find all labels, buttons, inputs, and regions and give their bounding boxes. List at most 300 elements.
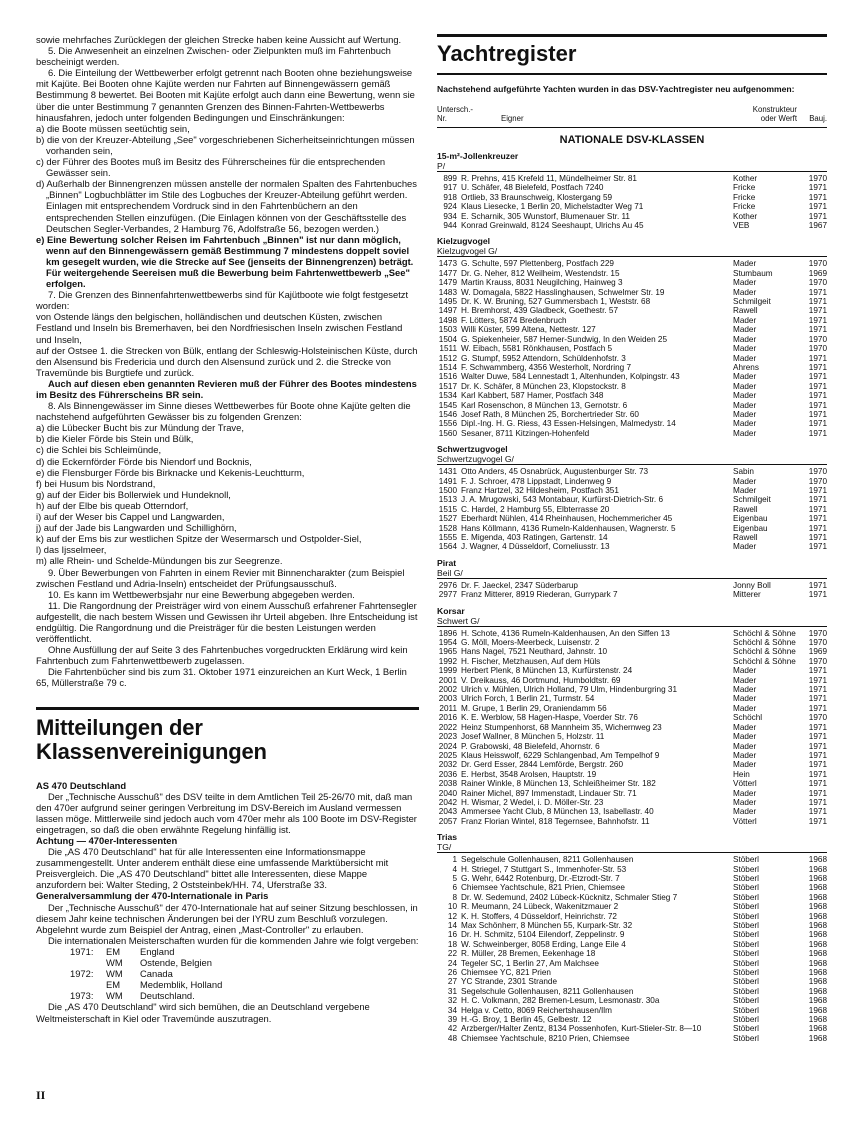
sail-number: 2002 — [438, 685, 457, 695]
rule-paragraph: m) alle Rhein- und Schelde-Mündungen bis zur Seegrenze. — [36, 555, 283, 567]
champ-place: Deutschland. — [140, 990, 195, 1002]
register-row — [437, 865, 827, 874]
rule-paragraph: 5. Die Anwesenheit an einzelnen Zwischen- oder Zielpunkten muß im Fahrtenbuch bescheinigt werden. — [36, 45, 391, 68]
register-row — [437, 789, 827, 798]
build-year: 1971 — [808, 428, 827, 438]
register-row — [437, 987, 827, 996]
owner: W. Schweinberger, 8058 Erding, Lange Eile 4 — [461, 939, 626, 949]
owner: W. Domagala, 5822 Hasslinghausen, Schwelmer Str. 19 — [461, 287, 665, 297]
owner: E. Herbst, 3548 Arolsen, Hauptstr. 19 — [461, 769, 597, 779]
owner: C. Hardel, 2 Hamburg 55, Elbterrasse 20 — [461, 504, 610, 514]
owner: H.-G. Broy, 1 Berlin 45, Gelbestr. 12 — [461, 1015, 592, 1025]
owner: Josef Rath, 8 München 25, Borchertrieder Str. 60 — [461, 409, 639, 419]
sail-number: 1545 — [438, 400, 457, 410]
owner: F. Schwammberg, 4356 Westerholt, Nordring 7 — [461, 362, 632, 372]
register-row — [437, 874, 827, 883]
sail-number: 16 — [447, 930, 457, 940]
build-year: 1971 — [808, 703, 827, 713]
sail-number: 2040 — [438, 788, 457, 798]
register-row — [437, 1015, 827, 1024]
build-year: 1971 — [808, 694, 827, 704]
sail-number: 2024 — [438, 741, 457, 751]
register-row — [437, 288, 827, 297]
sail-number: 31 — [447, 986, 457, 996]
boat-class — [437, 606, 827, 827]
builder: Mader — [733, 732, 757, 742]
builder: Schöchl & Söhne — [733, 628, 796, 638]
sail-number: 1965 — [438, 647, 457, 657]
champ-type: EM — [106, 945, 121, 957]
class-list — [437, 151, 827, 1043]
sail-number: 899 — [443, 174, 457, 183]
class-name: 15-m²-Jollenkreuzer — [437, 151, 519, 161]
class-sail-mark: Schwertzugvogel G/ — [437, 454, 827, 465]
register-row — [437, 940, 827, 949]
owner: Dr. F. Jaeckel, 2347 Süderbarup — [461, 580, 578, 590]
builder: Stöberl — [733, 939, 759, 949]
champ-year — [70, 979, 106, 990]
sail-number: 1514 — [438, 362, 457, 372]
register-row — [437, 467, 827, 476]
sail-number: 934 — [443, 211, 457, 221]
right-column — [437, 34, 827, 1114]
owner: Dr. K. Schäfer, 8 München 23, Klopstockstr. 8 — [461, 381, 626, 391]
register-row — [437, 968, 827, 977]
owner: E. Migenda, 403 Ratingen, Gartenstr. 14 — [461, 533, 608, 542]
sail-number: 1528 — [438, 523, 457, 533]
register-row — [437, 798, 827, 807]
build-year: 1971 — [808, 750, 827, 760]
build-year: 1968 — [808, 883, 827, 893]
build-year: 1971 — [808, 741, 827, 751]
closing-paragraph: Die „AS 470 Deutschland" wird sich bemühen, die an Deutschland vergebene Weltmeisterschaft in Kiel oder Travemünde auszutragen. — [36, 1001, 370, 1024]
rule-paragraph: auf der Ostsee 1. die Strecken von Bülk, entlang der Schleswig-Holsteinischen Küste, durch den Alsensund bis Fredericia und durch den Alsensund zurück und 2. die Strecke von Travemünde bis Burgtiefe und zurück. — [36, 344, 418, 378]
register-row — [437, 316, 827, 325]
sail-number: 2023 — [438, 732, 457, 742]
sail-number: 8 — [452, 892, 457, 902]
register-row — [437, 221, 827, 230]
owner: Dr. W. Sedemund, 2402 Lübeck-Kücknitz, Schmaler Stieg 7 — [461, 892, 678, 902]
register-row — [437, 629, 827, 638]
builder: Mader — [733, 476, 757, 486]
register-row — [437, 581, 827, 590]
col-year: Bauj. — [809, 113, 827, 123]
builder: Schöchl & Söhne — [733, 647, 796, 657]
champ-place: Medemblik, Holland — [140, 979, 223, 991]
rule-paragraph: h) auf der Elbe bis queab Otterndorf, — [36, 499, 189, 511]
build-year: 1971 — [808, 685, 827, 695]
build-year: 1971 — [808, 788, 827, 798]
builder: Schmilgeit — [733, 297, 771, 307]
champ-year — [70, 957, 106, 968]
register-row — [437, 278, 827, 287]
owner: Rainer Michel, 897 Immenstadt, Lindauer Str. 71 — [461, 788, 637, 798]
mitteilung-paragraph: Die internationalen Meisterschaften wurden für die kommenden Jahre wie folgt vergeben: — [48, 934, 419, 946]
build-year: 1971 — [808, 760, 827, 770]
register-row — [437, 335, 827, 344]
owner: M. Grupe, 1 Berlin 29, Oraniendamm 56 — [461, 703, 607, 713]
register-row — [437, 269, 827, 278]
build-year: 1971 — [808, 495, 827, 505]
builder: Mader — [733, 694, 757, 704]
owner: Arzberger/Halter Zentz, 8134 Possenhofen, Kurt-Stieler-Str. 8—10 — [461, 1024, 702, 1034]
build-year: 1971 — [808, 211, 827, 221]
build-year: 1968 — [808, 986, 827, 996]
sail-number: 1515 — [438, 504, 457, 514]
sail-number: 1477 — [438, 268, 457, 278]
builder: Mader — [733, 409, 757, 419]
rule-paragraph: 9. Über Bewerbungen von Fahrten in einem Revier mit Binnencharakter (zum Beispiel zwischen Festland und Adria-Inseln) entscheidet der Prüfungsausschuß. — [36, 566, 405, 589]
owner: K. H. Stoffers, 4 Düsseldorf, Heinrichstr. 72 — [461, 911, 617, 921]
sail-number: 1431 — [438, 467, 457, 477]
yachtregister-heading: Yachtregister — [437, 41, 577, 66]
sail-number: 1483 — [438, 287, 457, 297]
build-year: 1971 — [808, 666, 827, 676]
class-sail-mark: P/ — [437, 161, 827, 172]
sail-number: 917 — [443, 183, 457, 193]
register-row — [437, 996, 827, 1005]
build-year: 1971 — [808, 362, 827, 372]
builder: Mader — [733, 381, 757, 391]
builder: Mitterer — [733, 590, 761, 600]
builder: Mader — [733, 788, 757, 798]
builder: Stöberl — [733, 892, 759, 902]
sail-number: 1516 — [438, 372, 457, 382]
championship-row — [36, 990, 419, 1001]
class-name: Korsar — [437, 605, 465, 616]
owner: Dr. H. Schmitz, 5104 Eilendorf, Zeppelinstr. 9 — [461, 930, 625, 940]
builder: Stöberl — [733, 1015, 759, 1025]
register-row — [437, 949, 827, 958]
builder: Fricke — [733, 202, 756, 212]
sail-number: 1954 — [438, 638, 457, 648]
owner: W. Eibach, 5581 Rönkhausen, Postfach 5 — [461, 344, 613, 354]
owner: K. E. Werblow, 58 Hagen-Haspe, Voerder Str. 76 — [461, 713, 638, 723]
register-row — [437, 1024, 827, 1033]
boat-class — [437, 236, 827, 438]
sail-number: 2001 — [438, 675, 457, 685]
builder: Mader — [733, 344, 757, 354]
sail-number: 2025 — [438, 750, 457, 760]
sail-number: 2057 — [438, 816, 457, 826]
sail-number: 1491 — [438, 476, 457, 486]
build-year: 1968 — [808, 921, 827, 930]
owner: H. Wismar, 2 Wedel, i. D. Möller-Str. 23 — [461, 797, 604, 807]
owner: Franz Hartzel, 32 Hildesheim, Postfach 351 — [461, 485, 619, 495]
build-year: 1971 — [808, 816, 827, 826]
builder: Kother — [733, 174, 758, 183]
owner: Heinz Stumpenhorst, 68 Mannheim 35, Wichernweg 23 — [461, 722, 662, 732]
sail-number: 2003 — [438, 694, 457, 704]
champ-place: Ostende, Belgien — [140, 957, 212, 969]
build-year: 1971 — [808, 192, 827, 202]
register-row — [437, 704, 827, 713]
register-row — [437, 1006, 827, 1015]
build-year: 1971 — [808, 523, 827, 533]
builder: Mader — [733, 353, 757, 363]
builder: Schöchl — [733, 713, 763, 723]
builder: Stöberl — [733, 986, 759, 996]
championships-list — [36, 946, 419, 1001]
builder: Mader — [733, 760, 757, 770]
builder: Stöberl — [733, 911, 759, 921]
register-row — [437, 751, 827, 760]
yachtregister-section — [437, 34, 827, 1043]
build-year: 1971 — [808, 372, 827, 382]
build-year: 1968 — [808, 1015, 827, 1025]
sail-number: 5 — [452, 873, 457, 883]
owner: V. Dreikauss, 46 Dortmund, Humboldtstr. 69 — [461, 675, 621, 685]
rule-paragraph: l) das Ijsselmeer, — [36, 544, 107, 556]
rule-paragraph: Die Fahrtenbücher sind bis zum 31. Oktober 1971 einzureichen an Kurt Weck, 1 Berlin 65, Müllerstraße 79 c. — [36, 666, 407, 689]
owner: Otto Anders, 45 Osnabrück, Augustenburger Str. 73 — [461, 467, 649, 477]
rule-paragraph: a) die Boote müssen seetüchtig sein, — [36, 122, 190, 134]
build-year: 1968 — [808, 949, 827, 959]
owner: Dr. G. Neher, 812 Weilheim, Westendstr. 15 — [461, 268, 620, 278]
build-year: 1971 — [808, 409, 827, 419]
column-header — [437, 106, 827, 128]
sail-number: 944 — [443, 221, 457, 231]
boat-class — [437, 558, 827, 600]
build-year: 1968 — [808, 977, 827, 987]
sail-number: 1556 — [438, 419, 457, 429]
rule-paragraph: i) auf der Weser bis Cappel und Langwarden, — [36, 511, 225, 523]
build-year: 1968 — [808, 958, 827, 968]
build-year: 1970 — [808, 628, 827, 638]
owner: E. Scharnik, 305 Wunstorf, Blumenauer Str. 11 — [461, 211, 630, 221]
owner: Walter Duwe, 584 Lennestadt 1, Altenhunden, Kolpingstr. 43 — [461, 372, 680, 382]
owner: Ulrich v. Mühlen, Ulrich Holland, 79 Ulm, Hindenburgring 31 — [461, 685, 678, 695]
sail-number: 2977 — [438, 590, 457, 600]
owner: Chiemsee YC, 821 Prien — [461, 968, 551, 978]
builder: Mader — [733, 722, 757, 732]
champ-type: WM — [106, 990, 123, 1002]
champ-type: EM — [106, 979, 121, 991]
owner: YC Strande, 2301 Strande — [461, 977, 558, 987]
rule-paragraph: 10. Es kann im Wettbewerbsjahr nur eine Bewerbung abgegeben werden. — [48, 588, 355, 600]
build-year: 1971 — [808, 306, 827, 316]
sail-number: 1564 — [438, 542, 457, 552]
register-row — [437, 372, 827, 381]
register-row — [437, 410, 827, 419]
register-row — [437, 354, 827, 363]
builder: Fricke — [733, 192, 756, 202]
sail-number: 34 — [447, 1005, 457, 1015]
sail-number: 924 — [443, 202, 457, 212]
sail-number: 1498 — [438, 315, 457, 325]
register-row — [437, 306, 827, 315]
owner: U. Schäfer, 48 Bielefeld, Postfach 7240 — [461, 183, 604, 193]
owner: Chiemsee Yachtschule, 821 Prien, Chiemsee — [461, 883, 625, 893]
owner: Ammersee Yacht Club, 8 München 13, Isabellastr. 40 — [461, 807, 654, 817]
build-year: 1971 — [808, 722, 827, 732]
sail-number: 1503 — [438, 325, 457, 335]
rule-paragraph: b) die von der Kreuzer-Abteilung „See" vorgeschriebenen Sicherheitseinrichtungen müssen vorhanden sein, — [36, 133, 415, 156]
rule-paragraph: j) auf der Jade bis Langwarden und Schillighörn, — [36, 522, 237, 534]
owner: Segelschule Gollenhausen, 8211 Gollenhausen — [461, 986, 634, 996]
rule-paragraph: 6. Die Einteilung der Wettbewerber erfolgt getrennt nach Booten ohne beziehungsweise mit Kajüte. Bei Booten ohne Kajüte werden nur Fahrten auf Binnengewässern gemäß Bestimmung 8 bewertet. Bei Booten mit Kajüte erfolgt auch dann eine Bewertung, wenn sie über die unter Bestimmung 7 genannten Grenzen des Binnen-Fahrten-Wettbewerbs hinausfahren, jedoch unter folgenden Bedingungen und Einschränkungen: — [36, 67, 415, 123]
builder: Mader — [733, 485, 757, 495]
sail-number: 1511 — [439, 344, 457, 354]
builder: Schöchl & Söhne — [733, 656, 796, 666]
rule-paragraph: 11. Die Rangordnung der Preisträger wird von einem Ausschuß erfahrener Fahrtensegler aufgestellt, die nach bestem Wissen und Gewissen ihr Urteil abgeben. Ihre Entscheidung ist endgültig. Die Rangordnung und die Preisträger für die besten Leistungen werden veröffentlicht. — [36, 599, 418, 645]
builder: Eigenbau — [733, 523, 768, 533]
builder: Mader — [733, 372, 757, 382]
owner: Hans Nagel, 7521 Neuthard, Jahnstr. 10 — [461, 647, 608, 657]
builder: Mader — [733, 750, 757, 760]
sail-number: 48 — [447, 1033, 457, 1043]
build-year: 1971 — [808, 732, 827, 742]
owner: G. Schulte, 597 Plettenberg, Postfach 229 — [461, 259, 614, 269]
build-year: 1971 — [808, 353, 827, 363]
owner: G. Möll, Moers-Meerbeck, Luisenstr. 2 — [461, 638, 600, 648]
builder: Mader — [733, 542, 757, 552]
build-year: 1971 — [808, 400, 827, 410]
sail-number: 18 — [447, 939, 457, 949]
sail-number: 42 — [447, 1024, 457, 1034]
mitteilung-paragraph: Der „Technische Ausschuß" der 470-Internationale hat auf seiner Sitzung beschlossen, in diesem Jahr keine technischen Änderungen bei der IYRU zum Beschluß vorzulegen. Abgelehnt wurde zum Beispiel der Antrag, einen „Mast-Controller" zu erlauben. — [36, 901, 418, 935]
builder: Stöberl — [733, 921, 759, 930]
owner: H. Fischer, Metzhausen, Auf dem Hüls — [461, 656, 601, 666]
register-row — [437, 713, 827, 722]
register-row — [437, 174, 827, 183]
rule-paragraph: 8. Als Binnengewässer im Sinne dieses Wettbewerbes für Boote ohne Kajüte gelten die nachstehend aufgeführten Gewässer bis zu folgenden Grenzen: — [36, 400, 411, 423]
build-year: 1971 — [808, 325, 827, 335]
builder: Rawell — [733, 306, 758, 316]
owner: F. J. Schroer, 478 Lippstadt, Lindenweg 9 — [461, 476, 612, 486]
build-year: 1968 — [808, 996, 827, 1006]
builder: Stöberl — [733, 996, 759, 1006]
rule-paragraph: sowie mehrfaches Zurücklegen der gleichen Strecke haben keine Aussicht auf Wertung. — [36, 34, 402, 45]
build-year: 1970 — [808, 278, 827, 288]
sail-number: 1560 — [438, 428, 457, 438]
register-row — [437, 657, 827, 666]
build-year: 1971 — [808, 779, 827, 789]
build-year: 1971 — [808, 797, 827, 807]
register-row — [437, 676, 827, 685]
register-row — [437, 193, 827, 202]
builder: Stöberl — [733, 958, 759, 968]
builder: Mader — [733, 741, 757, 751]
sail-number: 22 — [447, 949, 457, 959]
championship-row — [36, 979, 419, 990]
owner: Martin Krauss, 8031 Neugilching, Hainweg 3 — [461, 278, 623, 288]
register-row — [437, 325, 827, 334]
owner: G. Wehr, 6442 Rotenburg, Dr.-Etzrodt-Str. 7 — [461, 873, 620, 883]
owner: Karl Kabbert, 587 Hamer, Postfach 348 — [461, 391, 604, 401]
heading-rule — [437, 73, 827, 75]
sail-number: 1992 — [438, 656, 457, 666]
register-row — [437, 912, 827, 921]
build-year: 1968 — [808, 902, 827, 912]
sail-number: 1512 — [438, 353, 457, 363]
build-year: 1969 — [808, 647, 827, 657]
championship-row — [36, 957, 419, 968]
builder: Ahrens — [733, 362, 759, 372]
builder: Mader — [733, 315, 757, 325]
subsection-heading: AS 470 Deutschland — [36, 779, 127, 791]
owner: Herbert Plenk, 8 München 13, Kurfürstenstr. 24 — [461, 666, 633, 676]
register-row — [437, 666, 827, 675]
builder: Mader — [733, 666, 757, 676]
build-year: 1970 — [808, 334, 827, 344]
register-row — [437, 732, 827, 741]
builder: Stöberl — [733, 1024, 759, 1034]
register-row — [437, 429, 827, 438]
class-name: Kielzugvogel — [437, 236, 491, 247]
builder: Stumbaum — [733, 268, 773, 278]
builder: Fricke — [733, 183, 756, 193]
builder: Stöberl — [733, 930, 759, 940]
build-year: 1971 — [808, 391, 827, 401]
mitteilungen-heading: Mitteilungen der Klassenvereinigungen — [36, 714, 267, 764]
build-year: 1971 — [808, 807, 827, 817]
sail-number: 2042 — [438, 797, 457, 807]
builder: Schmilgeit — [733, 495, 771, 505]
sail-number: 2032 — [438, 760, 457, 770]
builder: Mader — [733, 807, 757, 817]
boat-class — [437, 444, 827, 552]
register-row — [437, 742, 827, 751]
class-name: Pirat — [437, 557, 457, 568]
build-year: 1968 — [808, 911, 827, 921]
champ-type: WM — [106, 968, 123, 980]
register-row — [437, 259, 827, 268]
champ-place: England — [140, 945, 175, 957]
register-row — [437, 391, 827, 400]
build-year: 1971 — [808, 315, 827, 325]
build-year: 1968 — [808, 1033, 827, 1043]
intro-text: Nachstehend aufgeführte Yachten wurden in das DSV-Yachtregister neu aufgenommen: — [437, 84, 795, 94]
owner: Tegeler SC, 1 Berlin 27, Am Malchsee — [461, 958, 599, 968]
register-row — [437, 401, 827, 410]
owner: Chiemsee Yachtschule, 8210 Prien, Chiemsee — [461, 1033, 630, 1043]
rule-paragraph: e) die Flensburger Förde bis Birknacke und Kekenis-Leuchtturm, — [36, 466, 305, 478]
builder: Schöchl & Söhne — [733, 638, 796, 648]
build-year: 1971 — [808, 504, 827, 514]
sail-number: 1513 — [438, 495, 457, 505]
owner: F. Lötters, 5874 Bredenbruch — [461, 315, 567, 325]
class-sail-mark: Kielzugvogel G/ — [437, 246, 827, 257]
sail-number: 1999 — [438, 666, 457, 676]
builder: Mader — [733, 325, 757, 335]
sail-number: 1517 — [438, 381, 457, 391]
builder: Stöberl — [733, 864, 759, 874]
builder: Mader — [733, 334, 757, 344]
sail-number: 1534 — [438, 391, 457, 401]
owner: Willi Küster, 599 Altena, Nettestr. 127 — [461, 325, 596, 335]
register-row — [437, 212, 827, 221]
rule-paragraph: e) Eine Bewertung solcher Reisen im Fahrtenbuch „Binnen" ist nur dann möglich, wenn auf den Binnengewässern gemäß Bestimmung 7 mindestens doppelt soviel km gesegelt wurden, wie die Strecke auf See (jenseits der Binnengrenzen) beträgt. Für weitergehende Seereisen muß die Bewerbung beim Fahrtenwettbewerb „See" erfolgen. — [36, 233, 414, 290]
rule-paragraph: c) der Führer des Bootes muß im Besitz des Führerscheines für die entsprechenden Gewässer sein. — [36, 156, 386, 179]
register-row — [437, 647, 827, 656]
build-year: 1970 — [808, 467, 827, 477]
builder: Rawell — [733, 504, 758, 514]
rule-paragraph: Ohne Ausfüllung der auf Seite 3 des Fahrtenbuches vorgedruckten Erklärung wird kein Fahrtenbuch zum Fahrtenwettbewerb zugelassen. — [36, 644, 408, 667]
owner: H. Schote, 4136 Rumeln-Kaldenhausen, An den Siffen 13 — [461, 628, 670, 638]
owner: Ulrich Forch, 1 Berlin 21, Turmstr. 54 — [461, 694, 595, 704]
national-classes-heading: NATIONALE DSV-KLASSEN — [559, 133, 705, 146]
build-year: 1971 — [808, 287, 827, 297]
class-name: Trias — [437, 832, 458, 843]
build-year: 1971 — [808, 485, 827, 495]
builder: Stöberl — [733, 902, 759, 912]
sail-number: 1527 — [438, 514, 457, 524]
owner: Franz Florian Wintel, 818 Tegernsee, Bahnhofstr. 11 — [461, 816, 650, 826]
subsection-heading: Achtung — 470er-Interessenten — [36, 835, 178, 846]
sail-number: 1497 — [438, 306, 457, 316]
register-row — [437, 638, 827, 647]
